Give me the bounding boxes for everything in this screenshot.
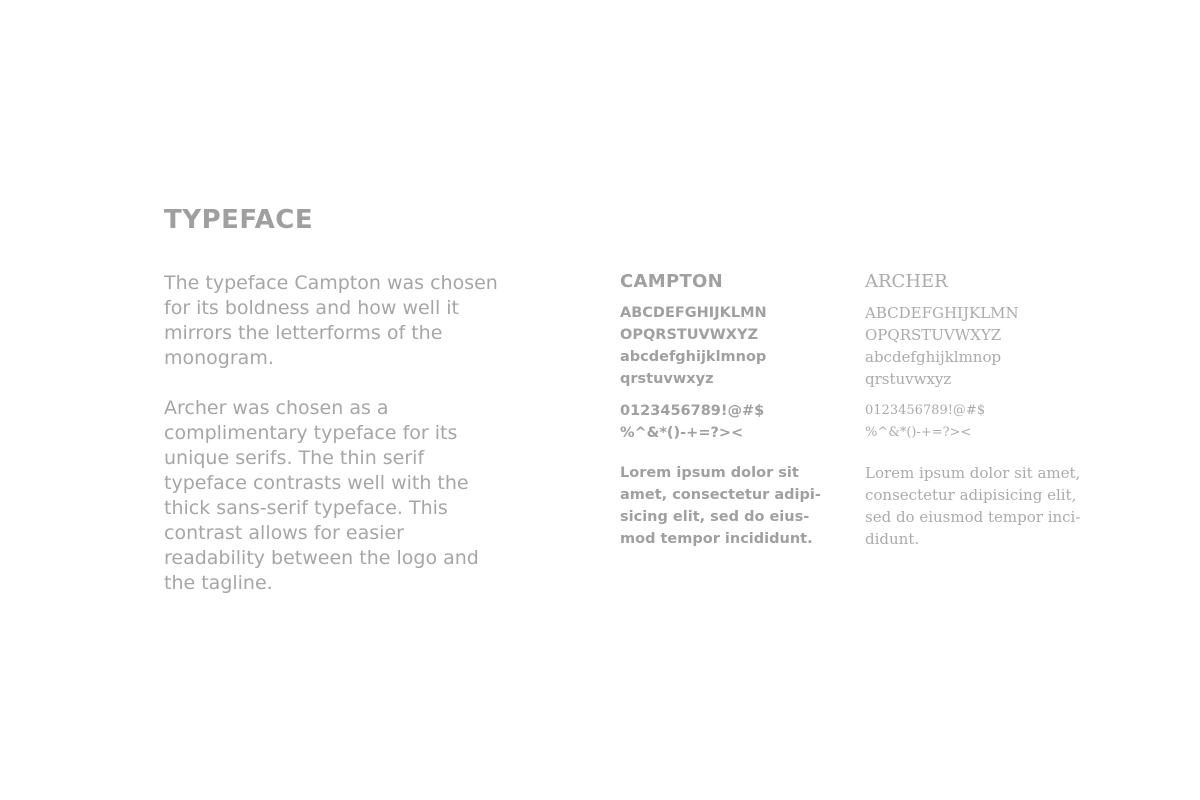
- description-line: readability between the logo and: [164, 547, 479, 569]
- numerals-line: 0123456789!@#$: [865, 403, 986, 418]
- typeface-description: [164, 271, 544, 596]
- campton-alphabet: [620, 302, 850, 390]
- description-line: The typeface Campton was chosen: [164, 272, 498, 294]
- alphabet-line: ABCDEFGHIJKLMN: [620, 305, 767, 321]
- description-line: unique serifs. The thin serif: [164, 447, 425, 469]
- description-paragraph-campton: [164, 271, 544, 371]
- archer-sample-text: [865, 462, 1097, 550]
- archer-alphabet: [865, 302, 1105, 390]
- description-line: typeface contrasts well with the: [164, 472, 469, 494]
- alphabet-line: qrstuvwxyz: [620, 371, 714, 387]
- description-line: the tagline.: [164, 572, 273, 594]
- description-line: Archer was chosen as a: [164, 397, 389, 419]
- sample-line: sed do eiusmod tempor inci-: [865, 508, 1081, 526]
- campton-name: CAMPTON: [620, 271, 723, 292]
- sample-line: didunt.: [865, 530, 920, 548]
- sample-line: Lorem ipsum dolor sit amet,: [865, 464, 1081, 482]
- description-paragraph-archer: [164, 396, 544, 596]
- description-line: contrast allows for easier: [164, 522, 404, 544]
- numerals-line: 0123456789!@#$: [620, 403, 765, 419]
- sample-line: amet, consectetur adipi-: [620, 487, 821, 503]
- numerals-line: %^&*()-+=?><: [620, 425, 744, 441]
- description-line: complimentary typeface for its: [164, 422, 458, 444]
- alphabet-line: ABCDEFGHIJKLMN: [865, 304, 1019, 322]
- sample-line: consectetur adipisicing elit,: [865, 486, 1077, 504]
- alphabet-line: qrstuvwxyz: [865, 370, 952, 388]
- description-line: for its boldness and how well it: [164, 297, 460, 319]
- campton-numerals: [620, 400, 850, 444]
- alphabet-line: abcdefghijklmnop: [620, 349, 767, 365]
- alphabet-line: OPQRSTUVWXYZ: [865, 326, 1002, 344]
- archer-specimen: [865, 270, 1105, 550]
- sample-line: sicing elit, sed do eius-: [620, 509, 810, 525]
- archer-numerals: [865, 400, 1105, 444]
- description-line: monogram.: [164, 347, 274, 369]
- archer-name: ARCHER: [865, 271, 948, 292]
- campton-specimen: [620, 270, 850, 550]
- campton-sample-text: [620, 462, 852, 550]
- numerals-line: %^&*()-+=?><: [865, 425, 972, 440]
- sample-line: Lorem ipsum dolor sit: [620, 465, 799, 481]
- alphabet-line: abcdefghijklmnop: [865, 348, 1002, 366]
- sample-line: mod tempor incididunt.: [620, 531, 813, 547]
- description-line: mirrors the letterforms of the: [164, 322, 443, 344]
- page-title: TYPEFACE: [164, 205, 314, 235]
- description-line: thick sans-serif typeface. This: [164, 497, 448, 519]
- alphabet-line: OPQRSTUVWXYZ: [620, 327, 758, 343]
